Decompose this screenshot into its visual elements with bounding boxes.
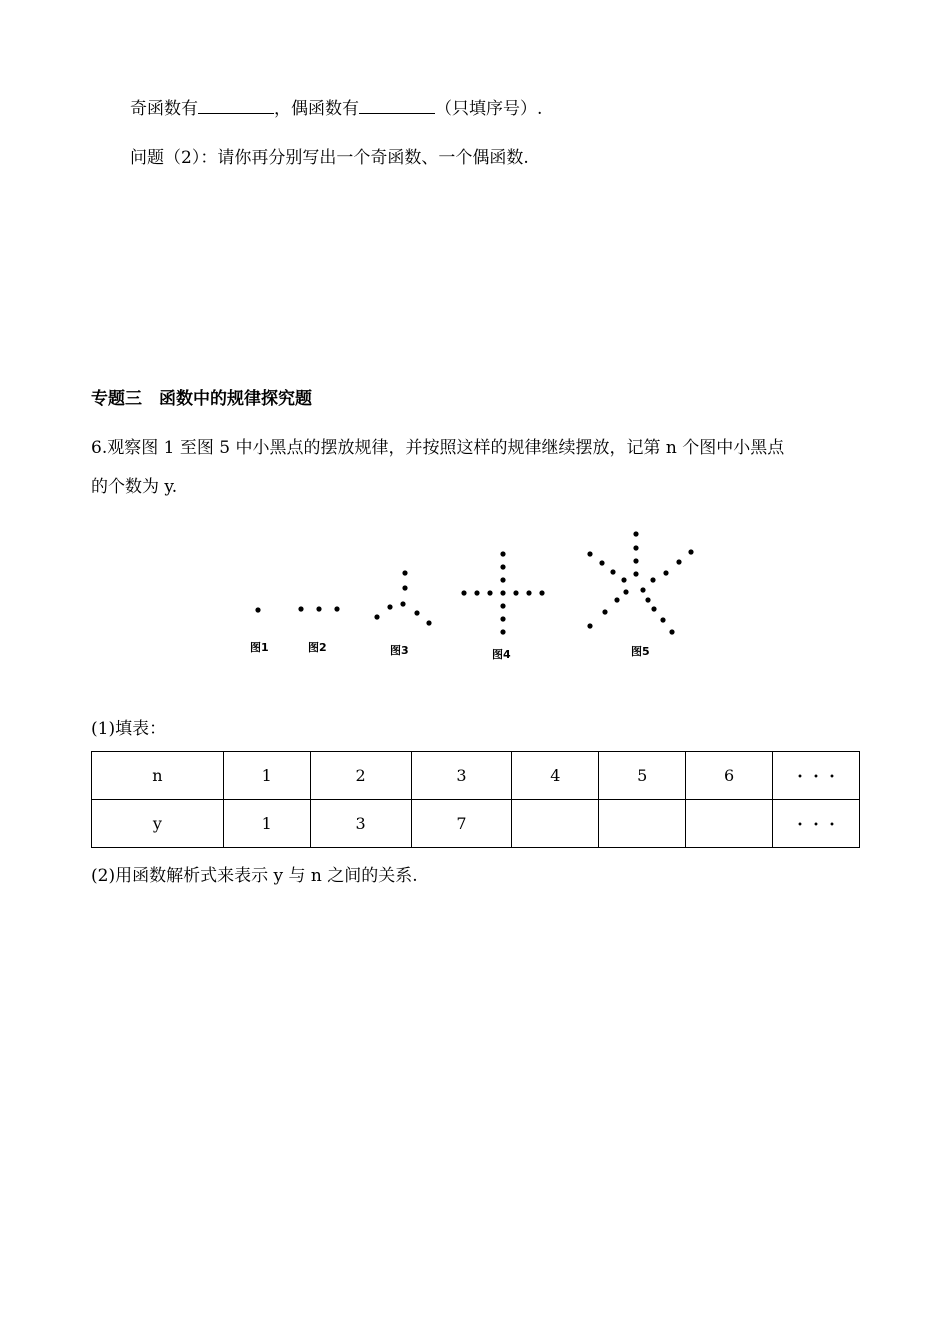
dot [633, 558, 638, 563]
dot [500, 603, 505, 608]
dot [474, 590, 479, 595]
dot [426, 620, 431, 625]
even-functions-label: ，偶函数有 [274, 99, 359, 119]
dot [461, 590, 466, 595]
dot [633, 545, 638, 550]
dot [660, 617, 665, 622]
figure-3-label: 图3 [390, 644, 409, 657]
dot [599, 560, 604, 565]
dot [414, 610, 419, 615]
dot [650, 577, 655, 582]
dot [669, 629, 674, 634]
answer-cell[interactable] [599, 800, 686, 848]
dot [614, 597, 619, 602]
dot [539, 590, 544, 595]
dot [645, 597, 650, 602]
dot [587, 551, 592, 556]
dot-pattern-svg [230, 520, 710, 670]
dot [500, 577, 505, 582]
dot [387, 604, 392, 609]
figure-4 [461, 551, 544, 661]
dot [500, 551, 505, 556]
dot [500, 616, 505, 621]
table-row-y [92, 800, 860, 848]
odd-functions-label: 奇函数有 [130, 99, 198, 119]
sub-question-2-label: (2)用函数解析式来表示 y 与 n 之间的关系. [91, 866, 418, 886]
problem-6-text-line1: 6.观察图 1 至图 5 中小黑点的摆放规律，并按照这样的规律继续摆放，记第 n 个图中小黑点 [91, 438, 785, 458]
dot [623, 589, 628, 594]
table-cell: 3 [411, 752, 512, 800]
dot [587, 623, 592, 628]
table-cell: ・・・ [773, 800, 860, 848]
table-row-n [92, 752, 860, 800]
figure-4-label: 图4 [492, 648, 511, 661]
dot [487, 590, 492, 595]
dot [621, 577, 626, 582]
dot [676, 559, 681, 564]
dot [316, 606, 321, 611]
dot [255, 607, 260, 612]
table-cell: 4 [512, 752, 599, 800]
dot-pattern-figures [230, 520, 710, 670]
figure-2 [298, 606, 339, 654]
table-cell: ・・・ [773, 752, 860, 800]
table-cell: 2 [310, 752, 411, 800]
figure-5-label: 图5 [631, 645, 650, 658]
dot [633, 571, 638, 576]
table-cell: 5 [599, 752, 686, 800]
question-2-text: 问题（2）：请你再分别写出一个奇函数、一个偶函数. [130, 148, 529, 168]
table-cell: 3 [310, 800, 411, 848]
dot [513, 590, 518, 595]
fill-number-note: （只填序号）. [435, 99, 543, 119]
dot [526, 590, 531, 595]
dot [500, 590, 505, 595]
dot [298, 606, 303, 611]
section-title: 专题三 函数中的规律探究题 [91, 389, 312, 409]
figure-5 [587, 531, 693, 658]
dot [400, 601, 405, 606]
dot [500, 564, 505, 569]
sub-question-1-label: (1)填表： [91, 719, 167, 739]
table-cell: 7 [411, 800, 512, 848]
table-cell: 6 [686, 752, 773, 800]
odd-functions-blank[interactable] [198, 97, 274, 114]
dot [651, 606, 656, 611]
dot [374, 614, 379, 619]
odd-even-fill-line [130, 97, 542, 121]
even-functions-blank[interactable] [359, 97, 435, 114]
figure-1 [250, 607, 269, 654]
dot [500, 629, 505, 634]
problem-6-text-line2: 的个数为 y. [91, 477, 178, 497]
dot [334, 606, 339, 611]
table-cell: 1 [223, 800, 310, 848]
dot [610, 569, 615, 574]
dot [663, 570, 668, 575]
dot [402, 570, 407, 575]
fill-table [91, 751, 860, 848]
dot [633, 531, 638, 536]
dot [640, 587, 645, 592]
answer-cell[interactable] [512, 800, 599, 848]
table-cell: n [92, 752, 224, 800]
table-cell: 1 [223, 752, 310, 800]
dot [602, 609, 607, 614]
figure-1-label: 图1 [250, 641, 269, 654]
answer-cell[interactable] [686, 800, 773, 848]
figure-3 [374, 570, 431, 657]
dot [688, 549, 693, 554]
table-cell: y [92, 800, 224, 848]
dot [402, 585, 407, 590]
figure-2-label: 图2 [308, 641, 327, 654]
